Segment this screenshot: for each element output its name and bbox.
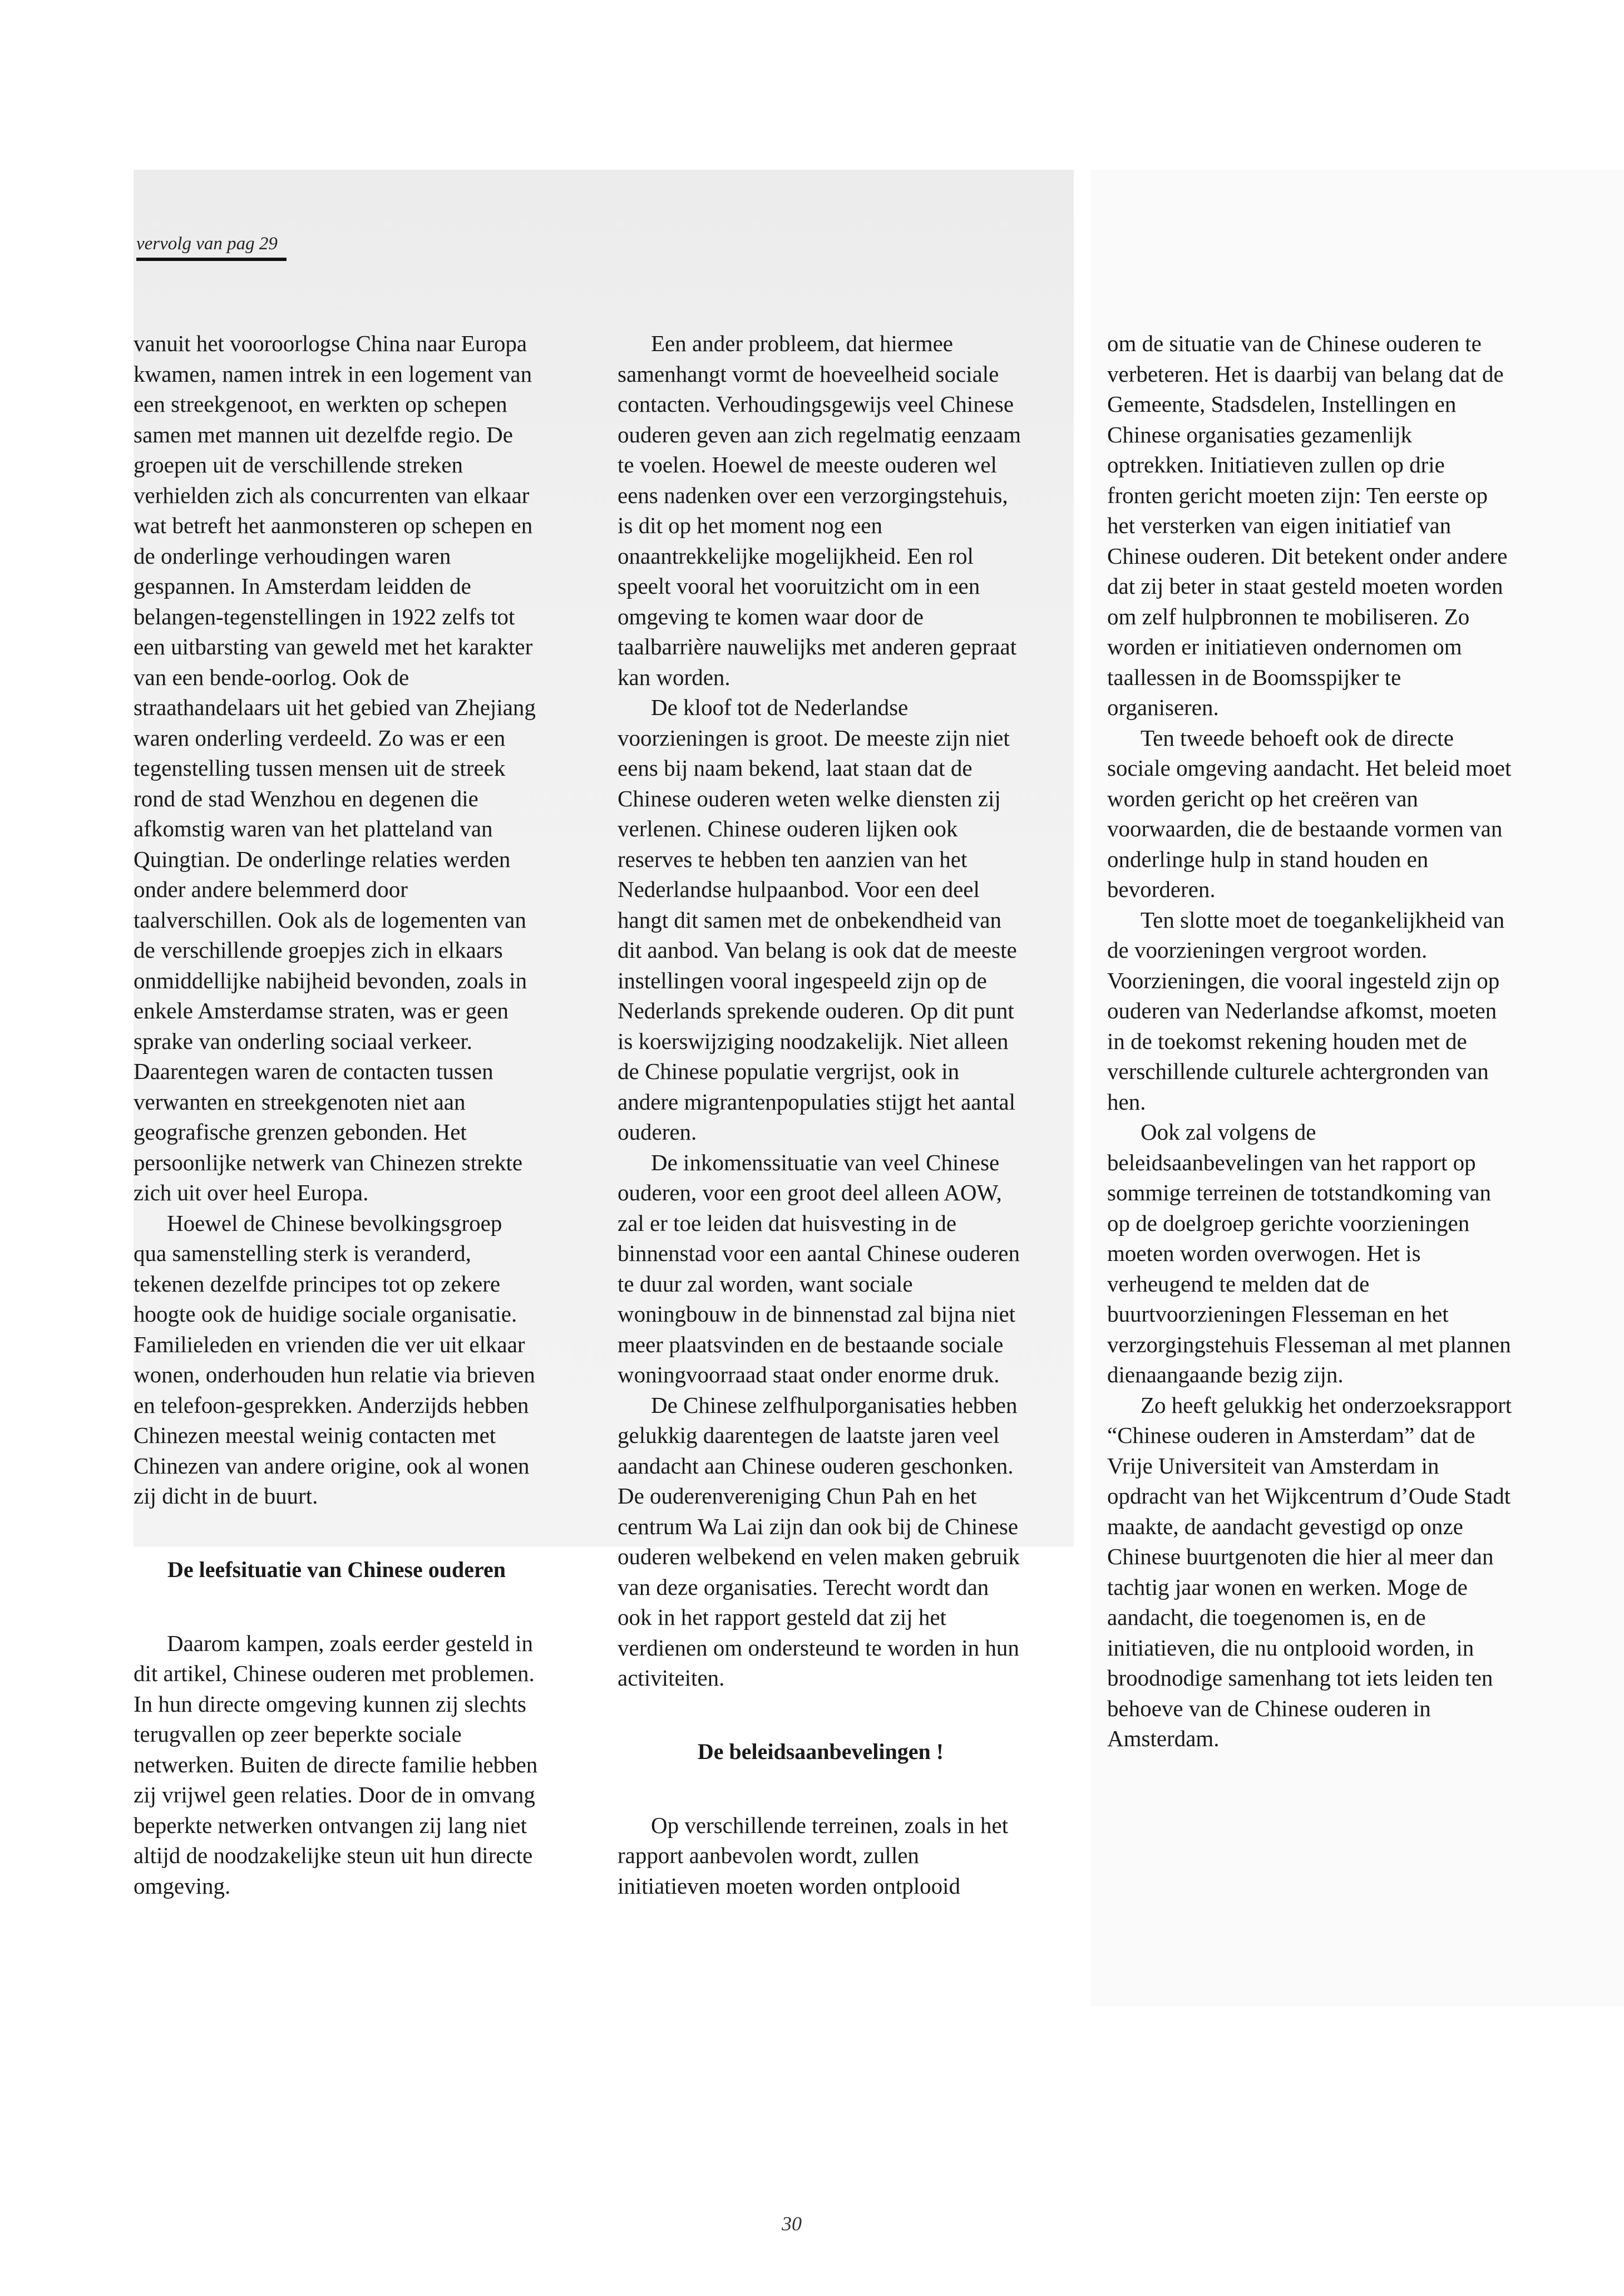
paragraph: Een ander probleem, dat hiermee samenhangt vormt de hoeveelheid sociale contacten. Verhoudingsgewijs veel Chinese ouderen geven aan zich regelmatig eenzaam te voelen. Hoewel de meeste ouderen wel eens nadenken over een verzorgingstehuis, is dit op het moment nog een onaantrekkelijke mogelijkheid. Een rol speelt vooral het vooruitzicht om in een omgeving te komen waar door de taalbarrière nauwelijks met anderen gepraat kan worden.: [618, 331, 1021, 690]
paragraph: om de situatie van de Chinese ouderen te verbeteren. Het is daarbij van belang dat de Gemeente, Stadsdelen, Instellingen en Chinese organisaties gezamenlijk optrekken. Initiatieven zullen op drie fronten gericht moeten zijn: Ten eerste op het versterken van eigen initiatief van Chinese ouderen. Dit betekent onder andere dat zij beter in staat gesteld moeten worden om zelf hulpbronnen te mobiliseren. Zo worden er initiatieven ondernomen om taallessen in de Boomsspijker te organiseren.: [1107, 331, 1508, 720]
paragraph: Zo heeft gelukkig het onderzoeksrapport “Chinese ouderen in Amsterdam” dat de Vrije Universiteit van Amsterdam in opdracht van het Wijkcentrum d’Oude Stadt maakte, de aandacht gevestigd op onze Chinese buurtgenoten die hier al meer dan tachtig jaar wonen en werken. Moge de aandacht, die toegenomen is, en de initiatieven, die nu ontplooid worden, in broodnodige samenhang tot iets leiden ten behoeve van de Chinese ouderen in Amsterdam.: [1107, 1392, 1512, 1751]
article-column-1: [134, 328, 540, 1901]
paragraph: Daarom kampen, zoals eerder gesteld in dit artikel, Chinese ouderen met problemen. In hun directe omgeving kunnen zij slechts terugvallen op zeer beperkte sociale netwerken. Buiten de directe familie hebben zij vrijwel geen relaties. Door de in omvang beperkte netwerken ontvangen zij lang niet altijd de noodzakelijke steun uit hun directe omgeving.: [134, 1630, 538, 1899]
page-number: 30: [782, 2213, 802, 2235]
paragraph: Ten slotte moet de toegankelijkheid van de voorzieningen vergroot worden. Voorzieningen, die vooral ingesteld zijn op ouderen van Nederlandse afkomst, moeten in de toekomst rekening houden met de verschillende culturele achtergronden van hen.: [1107, 906, 1505, 1115]
paragraph: Ook zal volgens de beleidsaanbevelingen van het rapport op sommige terreinen de totstandkoming van op de doelgroep gerichte voorzieningen moeten worden overwogen. Het is verheugend te melden dat de buurtvoorzieningen Flesseman en het verzorgingstehuis Flesseman al met plannen dienaangaande bezig zijn.: [1107, 1119, 1511, 1387]
article-column-2: [618, 328, 1024, 1901]
paragraph: De Chinese zelfhulporganisaties hebben gelukkig daarentegen de laatste jaren veel aandacht aan Chinese ouderen geschonken. De ouderenvereniging Chun Pah en het centrum Wa Lai zijn dan ook bij de Chinese ouderen welbekend en velen maken gebruik van deze organisaties. Terecht wordt dan ook in het rapport gesteld dat zij het verdienen om ondersteund te worden in hun activiteiten.: [618, 1392, 1020, 1691]
paragraph: De inkomenssituatie van veel Chinese ouderen, voor een groot deel alleen AOW, zal er toe leiden dat huisvesting in de binnenstad voor een aantal Chinese ouderen te duur zal worden, want sociale woningbouw in de binnenstad zal bijna niet meer plaatsvinden en de bestaande sociale woningvoorraad staat onder enorme druk.: [618, 1149, 1020, 1387]
continuation-note: vervolg van pag 29: [136, 234, 287, 261]
section-heading: De beleidsaanbevelingen !: [697, 1738, 944, 1764]
paragraph: Hoewel de Chinese bevolkingsgroep qua samenstelling sterk is veranderd, tekenen dezelfde principes tot op zekere hoogte ook de huidige sociale organisatie. Familieleden en vrienden die ver uit elkaar wonen, onderhouden hun relatie via brieven en telefoon-gesprekken. Anderzijds hebben Chinezen meestal weinig contacten met Chinezen van andere origine, ook al wonen zij dicht in de buurt.: [134, 1210, 535, 1509]
article-column-3: [1107, 328, 1513, 1754]
paragraph: vanuit het vooroorlogse China naar Europa kwamen, namen intrek in een logement van een streekgenoot, en werkten op schepen samen met mannen uit dezelfde regio. De groepen uit de verschillende streken verhielden zich als concurrenten van elkaar wat betreft het aanmonsteren op schepen en de onderlinge verhoudingen waren gespannen. In Amsterdam leidden de belangen-tegenstellingen in 1922 zelfs tot een uitbarsting van geweld met het karakter van een bende-oorlog. Ook de straathandelaars uit het gebied van Zhejiang waren onderling verdeeld. Zo was er een tegenstelling tussen mensen uit de streek rond de stad Wenzhou en degenen die afkomstig waren van het platteland van Quingtian. De onderlinge relaties werden onder andere belemmerd door taalverschillen. Ook als de logementen van de verschillende groepjes zich in elkaars onmiddellijke nabijheid bevonden, zoals in enkele Amsterdamse straten, was er geen sprake van onderling sociaal verkeer. Daarentegen waren de contacten tussen verwanten en streekgenoten niet aan geografische grenzen gebonden. Het persoonlijke netwerk van Chinezen strekte zich uit over heel Europa.: [134, 331, 536, 1205]
paragraph: Ten tweede behoeft ook de directe sociale omgeving aandacht. Het beleid moet worden gericht op het creëren van voorwaarden, die de bestaande vormen van onderlinge hulp in stand houden en bevorderen.: [1107, 725, 1512, 902]
section-heading: De leefsituatie van Chinese ouderen: [167, 1556, 506, 1582]
paragraph: De kloof tot de Nederlandse voorzieningen is groot. De meeste zijn niet eens bij naam bekend, laat staan dat de Chinese ouderen weten welke diensten zij verlenen. Chinese ouderen lijken ook reserves te hebben ten aanzien van het Nederlandse hulpaanbod. Voor een deel hangt dit samen met de onbekendheid van dit aanbod. Van belang is ook dat de meeste instellingen vooral ingespeeld zijn op de Nederlands sprekende ouderen. Op dit punt is koerswijziging noodzakelijk. Niet alleen de Chinese populatie vergrijst, ook in andere migrantenpopulaties stijgt het aantal ouderen.: [618, 694, 1017, 1145]
paragraph: Op verschillende terreinen, zoals in het rapport aanbevolen wordt, zullen initiatieven moeten worden ontplooid: [618, 1812, 1009, 1899]
